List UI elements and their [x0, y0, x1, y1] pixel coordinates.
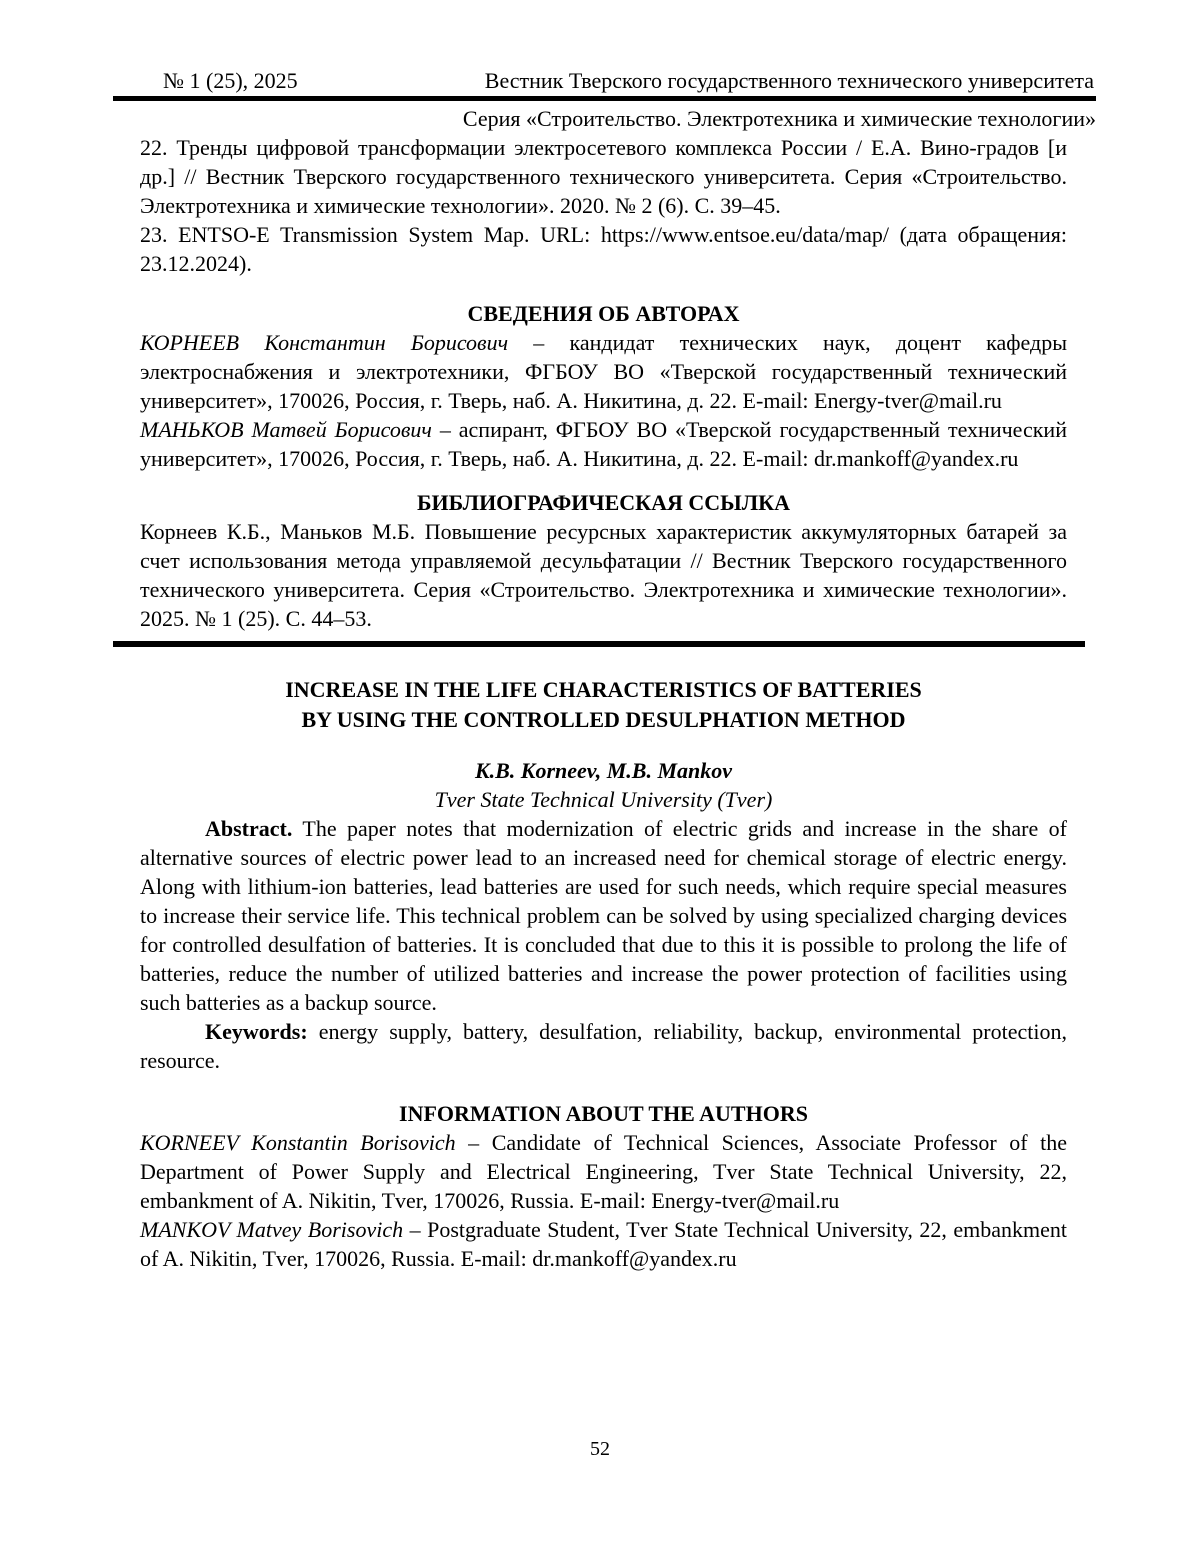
author-ru-item-korneev: [140, 328, 1067, 415]
page-content: [140, 133, 1067, 633]
journal-title: Вестник Тверского государственного технического университета: [484, 68, 1094, 93]
english-section: [140, 675, 1067, 1273]
issue-label: № 1 (25), 2025: [163, 68, 298, 93]
author-ru-item-mankov: [140, 415, 1067, 473]
abstract-label: Abstract.: [205, 816, 293, 841]
series-title: Серия «Строительство. Электротехника и химические технологии»: [462, 106, 1096, 131]
citation-heading: БИБЛИОГРАФИЧЕСКАЯ ССЫЛКА: [417, 490, 790, 515]
abstract-paragraph: [140, 814, 1067, 1017]
author-ru-details: – аспирант, ФГБОУ ВО «Тверской государственный технический университет», 170026, Россия, г. Тверь, наб. А. Никитина, д. 22. E-mail: dr.mankoff@yandex.ru: [140, 417, 1067, 471]
author-en-name: MANKOV Matvey Borisovich: [140, 1217, 404, 1242]
reference-item-22: 22. Тренды цифровой трансформации электросетевого комплекса России / Е.А. Вино-градов [и др.] // Вестник Тверского государственного технического университета. Серия «Строительство. Электротехника и химические технологии». 2020. № 2 (6). С. 39–45.: [140, 135, 1067, 218]
authors-ru-heading: СВЕДЕНИЯ ОБ АВТОРАХ: [467, 301, 740, 326]
author-ru-name: МАНЬКОВ Матвей Борисович: [140, 417, 432, 442]
author-ru-details: – кандидат технических наук, доцент кафедры электроснабжения и электротехники, ФГБОУ ВО «Тверской государственный технический университет», 170026, Россия, г. Тверь, наб. А. Никитина, д. 22. E-mail: Energy-tver@mail.ru: [140, 330, 1068, 413]
author-en-item-korneev: [140, 1128, 1067, 1215]
author-en-item-mankov: [140, 1215, 1067, 1273]
author-ru-name: КОРНЕЕВ Константин Борисович: [140, 330, 509, 355]
section-divider: [113, 641, 1085, 647]
header-rule: [113, 96, 1096, 101]
article-affiliation: Tver State Technical University (Tver): [434, 787, 773, 812]
keywords-paragraph: [140, 1017, 1067, 1075]
page-header: [113, 0, 1094, 95]
article-title-line: INCREASE IN THE LIFE CHARACTERISTICS OF BATTERIES: [285, 677, 922, 702]
author-en-name: KORNEEV Konstantin Borisovich: [140, 1130, 456, 1155]
author-en-details: – Postgraduate Student, Tver State Technical University, 22, embankment of A. Nikitin, Tver, 170026, Russia. E-mail: dr.mankoff@yandex.ru: [140, 1217, 1068, 1271]
abstract-text: The paper notes that modernization of electric grids and increase in the share of alternative sources of electric power lead to an increased need for chemical storage of electric energy. Along with lithium-ion batteries, lead batteries are used for such needs, which require special measures to increase their service life. This technical problem can be solved by using specialized charging devices for controlled desulfation of batteries. It is concluded that due to this it is possible to prolong the life of batteries, reduce the number of utilized batteries and increase the power protection of facilities using such batteries as a backup source.: [140, 816, 1067, 1015]
citation-text: Корнеев К.Б., Маньков М.Б. Повышение ресурсных характеристик аккумуляторных батарей за счет использования метода управляемой десульфатации // Вестник Тверского государственного технического университета. Серия «Строительство. Электротехника и химические технологии». 2025. № 1 (25). С. 44–53.: [140, 519, 1067, 631]
keywords-label: Keywords:: [205, 1019, 308, 1044]
reference-item-23: 23. ENTSO-E Transmission System Map. URL: https://www.entsoe.eu/data/map/ (дата обращения: 23.12.2024).: [140, 222, 1067, 276]
article-title-line: BY USING THE CONTROLLED DESULPHATION METHOD: [301, 707, 906, 732]
keywords-text: energy supply, battery, desulfation, reliability, backup, environmental protection, resource.: [140, 1019, 1067, 1073]
article-title: [140, 675, 1067, 735]
article-authors: K.B. Korneev, M.B. Mankov: [474, 758, 733, 783]
page-number: 52: [590, 1438, 610, 1460]
info-heading: INFORMATION ABOUT THE AUTHORS: [399, 1101, 808, 1126]
author-en-details: – Candidate of Technical Sciences, Associate Professor of the Department of Power Supply and Electrical Engineering, Tver State Technical University, 22, embankment of A. Nikitin, Tver, 170026, Russia. E-mail: Energy-tver@mail.ru: [140, 1130, 1067, 1213]
